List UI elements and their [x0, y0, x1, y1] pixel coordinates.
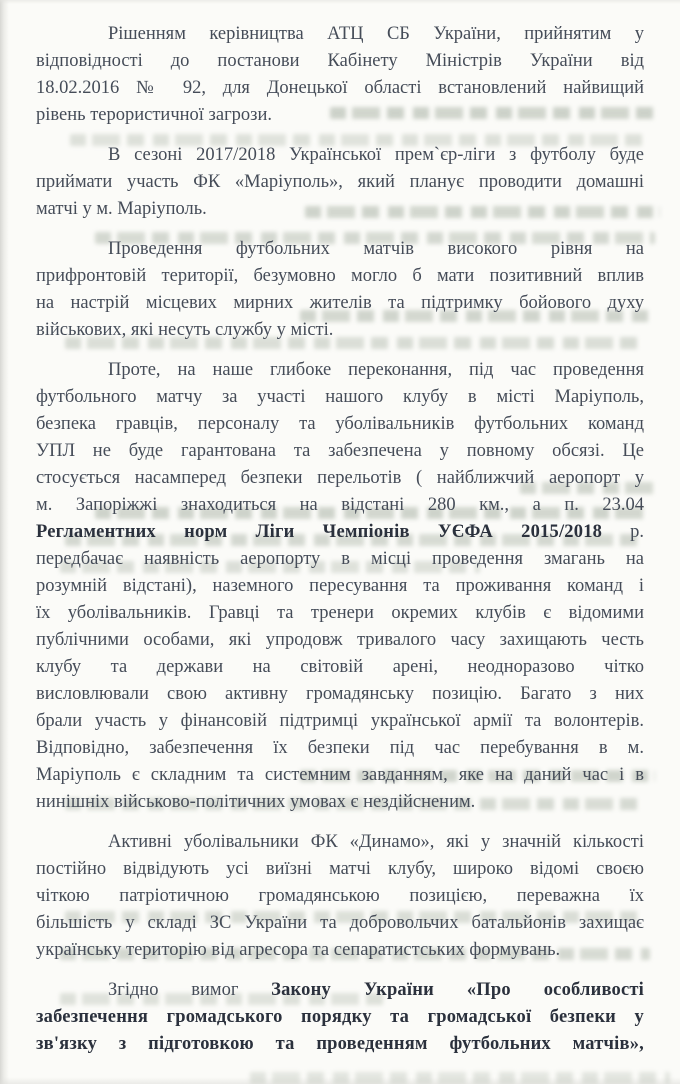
text-line — [36, 21, 644, 48]
text-segment: передбачає наявність аеропорту в місці проведення змагань на — [36, 549, 644, 569]
bold-text-segment: Закону України «Про особливості — [271, 980, 644, 1000]
text-line — [36, 789, 644, 816]
text-segment: приймати участь ФК «Маріуполь», який планує проводити домашні — [36, 172, 644, 192]
text-segment: висловлювали свою активну громадянську позицію. Багато з них — [36, 684, 644, 704]
text-line — [36, 384, 644, 411]
paragraph — [36, 21, 644, 129]
text-line — [36, 654, 644, 681]
text-line — [36, 465, 644, 492]
text-segment: Маріуполь є складним та системним завданням, яке на даний час і в — [36, 765, 644, 785]
text-segment: м. Запоріжжі знаходиться на відстані 280 км., а п. 23.04 — [36, 495, 644, 515]
text-line — [36, 263, 644, 290]
text-segment: Проте, на наше глибоке переконання, під час проведення — [108, 360, 644, 380]
text-line — [36, 573, 644, 600]
text-line — [36, 169, 644, 196]
text-segment: рівень терористичної загрози. — [36, 105, 272, 125]
scan-edge-shadow-top — [0, 0, 680, 4]
text-line — [36, 48, 644, 75]
paragraph — [36, 357, 644, 816]
text-line — [36, 1031, 644, 1058]
text-segment: 18.02.2016 № 92, для Донецької області встановлений найвищий — [36, 78, 644, 98]
text-segment: брали участь у фінансовій підтримці української армії та волонтерів. — [36, 711, 644, 731]
text-line — [36, 883, 644, 910]
text-segment: Відповідно, забезпечення їх безпеки під час перебування в м. — [36, 738, 644, 758]
scan-edge-shadow-left — [0, 0, 9, 1084]
scan-edge-shadow-bottom — [0, 1077, 680, 1084]
bold-text-segment: зв'язку з підготовкою та проведенням футбольних матчів», — [36, 1034, 644, 1054]
text-line — [36, 600, 644, 627]
text-line — [36, 236, 644, 263]
text-segment: р. — [602, 522, 644, 542]
text-segment: публічними особами, які упродовж тривалого часу захищають честь — [36, 630, 644, 650]
text-line — [36, 910, 644, 937]
paragraph — [36, 977, 644, 1058]
text-segment: розумній відстані), наземного пересування та проживання команд і — [36, 576, 644, 596]
text-line — [36, 438, 644, 465]
text-segment: В сезоні 2017/2018 Української прем`єр-ліги з футболу буде — [108, 145, 644, 165]
text-segment: українську територію від агресора та сепаратистських формувань. — [36, 940, 561, 960]
text-line — [36, 317, 644, 344]
text-line — [36, 627, 644, 654]
text-segment: Рішенням керівництва АТЦ СБ України, прийнятим у — [108, 24, 644, 44]
text-segment: на настрій місцевих мирних жителів та підтримку бойового духу — [36, 293, 644, 313]
text-segment: безпека гравців, персоналу та уболівальників футбольних команд — [36, 414, 644, 434]
text-line — [36, 519, 644, 546]
text-line — [36, 735, 644, 762]
text-line — [36, 977, 644, 1004]
text-line — [36, 546, 644, 573]
text-line — [36, 75, 644, 102]
bold-text-segment: Регламентних норм Ліги Чемпіонів УЄФА 2015/2018 — [36, 522, 603, 542]
bold-text-segment: забезпечення громадського порядку та громадської безпеки у — [36, 1007, 644, 1027]
text-line — [36, 856, 644, 883]
text-line — [36, 196, 644, 223]
text-segment: чіткою патріотичною громадянською позицією, переважна їх — [36, 886, 644, 906]
text-line — [36, 411, 644, 438]
text-line — [36, 142, 644, 169]
document-text — [36, 21, 644, 1071]
text-segment: нинішніх військово-політичних умовах є нездійсненим. — [36, 792, 476, 812]
text-segment: відповідності до постанови Кабінету Міністрів України від — [36, 51, 644, 71]
text-segment: військових, які несуть службу у місті. — [36, 320, 334, 340]
text-segment: їх уболівальників. Гравці та тренери окремих клубів є відомими — [36, 603, 644, 623]
text-line — [36, 681, 644, 708]
text-segment: Активні уболівальники ФК «Динамо», які у значній кількості — [108, 832, 644, 852]
paragraph — [36, 829, 644, 964]
text-line — [36, 708, 644, 735]
text-segment: клубу та держави на світовій арені, неодноразово чітко — [36, 657, 644, 677]
text-line — [36, 1004, 644, 1031]
text-segment: матчі у м. Маріуполь. — [36, 199, 207, 219]
text-segment: більшість у складі ЗС України та добровольчих батальйонів захищає — [36, 913, 644, 933]
paragraph — [36, 142, 644, 223]
text-segment: футбольного матчу за участі нашого клубу в місті Маріуполь, — [36, 387, 644, 407]
text-line — [36, 937, 644, 964]
text-segment: Проведення футбольних матчів високого рівня на — [108, 239, 644, 259]
text-line — [36, 290, 644, 317]
text-segment: стосується насамперед безпеки перельотів ( найближчий аеропорт у — [36, 468, 644, 488]
text-line — [36, 762, 644, 789]
text-line — [36, 357, 644, 384]
text-segment: Згідно вимог — [108, 980, 272, 1000]
text-line — [36, 102, 644, 129]
text-segment: постійно відвідують усі виїзні матчі клубу, широко відомі своєю — [36, 859, 644, 879]
text-segment: УПЛ не буде гарантована та забезпечена у повному обсязі. Це — [36, 441, 644, 461]
text-segment: прифронтовій території, безумовно могло б мати позитивний вплив — [36, 266, 644, 286]
text-line — [36, 492, 644, 519]
text-line — [36, 829, 644, 856]
paragraph — [36, 236, 644, 344]
